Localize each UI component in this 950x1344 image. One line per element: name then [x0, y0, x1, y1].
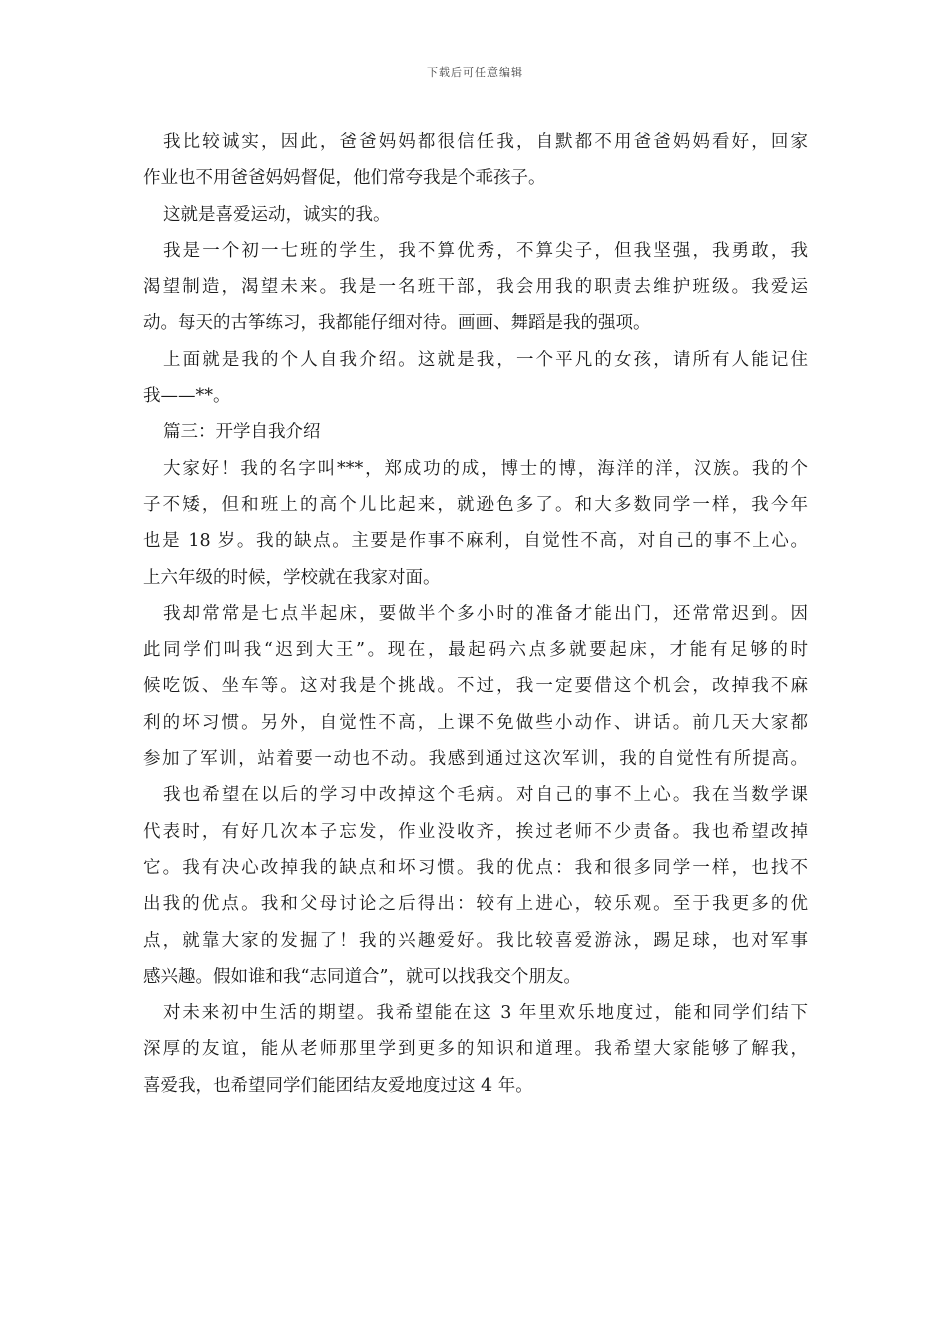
text-line: 动。每天的古筝练习，我都能仔细对待。画画、舞蹈是我的强项。	[143, 313, 651, 334]
text-line: 上六年级的时候，学校就在我家对面。	[143, 567, 441, 588]
text-line: 喜爱我，也希望同学们能团结友爱地度过这 4 年。	[143, 1075, 533, 1096]
text-line: 点，就靠大家的发掘了！我的兴趣爱好。我比较喜爱游泳，踢足球，也对军事	[143, 930, 808, 951]
text-line: 此同学们叫我“迟到大王”。现在，最起码六点多就要起床，才能有足够的时	[143, 640, 808, 661]
text-line: 深厚的友谊，能从老师那里学到更多的知识和道理。我希望大家能够了解我，	[143, 1039, 808, 1060]
text-line: 我却常常是七点半起床，要做半个多小时的准备才能出门，还常常迟到。因	[163, 603, 808, 624]
text-line: 子不矮，但和班上的高个儿比起来，就逊色多了。和大多数同学一样，我今年	[143, 494, 808, 515]
text-line: 这就是喜爱运动，诚实的我。	[163, 204, 391, 225]
text-line: 对未来初中生活的期望。我希望能在这 3 年里欢乐地度过，能和同学们结下	[163, 1003, 808, 1024]
text-line: 它。我有决心改掉我的缺点和坏习惯。我的优点：我和很多同学一样，也找不	[143, 857, 808, 878]
text-line: 上面就是我的个人自我介绍。这就是我，一个平凡的女孩，请所有人能记住	[163, 349, 808, 370]
text-line: 渴望制造，渴望未来。我是一名班干部，我会用我的职责去维护班级。我爱运	[143, 277, 808, 298]
text-line: 篇三：开学自我介绍	[163, 422, 321, 443]
text-line: 也是 18 岁。我的缺点。主要是作事不麻利，自觉性不高，对自己的事不上心。	[143, 531, 808, 552]
text-line: 作业也不用爸爸妈妈督促，他们常夸我是个乖孩子。	[143, 168, 546, 189]
text-line: 我——**。	[143, 386, 231, 407]
text-line: 我也希望在以后的学习中改掉这个毛病。对自己的事不上心。我在当数学课	[163, 785, 808, 806]
text-line: 候吃饭、坐车等。这对我是个挑战。不过，我一定要借这个机会，改掉我不麻	[143, 676, 808, 697]
text-line: 感兴趣。假如谁和我“志同道合”，就可以找我交个朋友。	[143, 966, 581, 987]
text-line: 大家好！我的名字叫***，郑成功的成，博士的博，海洋的洋，汉族。我的个	[163, 458, 808, 479]
document-body	[143, 124, 808, 1104]
text-line: 我比较诚实，因此，爸爸妈妈都很信任我，自默都不用爸爸妈妈看好，回家	[163, 132, 808, 152]
text-line: 利的坏习惯。另外，自觉性不高，上课不免做些小动作、讲话。前几天大家都	[143, 712, 808, 733]
text-line: 代表时，有好几次本子忘发，作业没收齐，挨过老师不少责备。我也希望改掉	[143, 821, 808, 842]
header-note: 下载后可任意编辑	[427, 66, 523, 79]
text-line: 出我的优点。我和父母讨论之后得出：较有上进心，较乐观。至于我更多的优	[143, 894, 808, 915]
text-line: 参加了军训，站着要一动也不动。我感到通过这次军训，我的自觉性有所提高。	[143, 749, 808, 770]
text-line: 我是一个初一七班的学生，我不算优秀，不算尖子，但我坚强，我勇敢，我	[163, 240, 808, 261]
